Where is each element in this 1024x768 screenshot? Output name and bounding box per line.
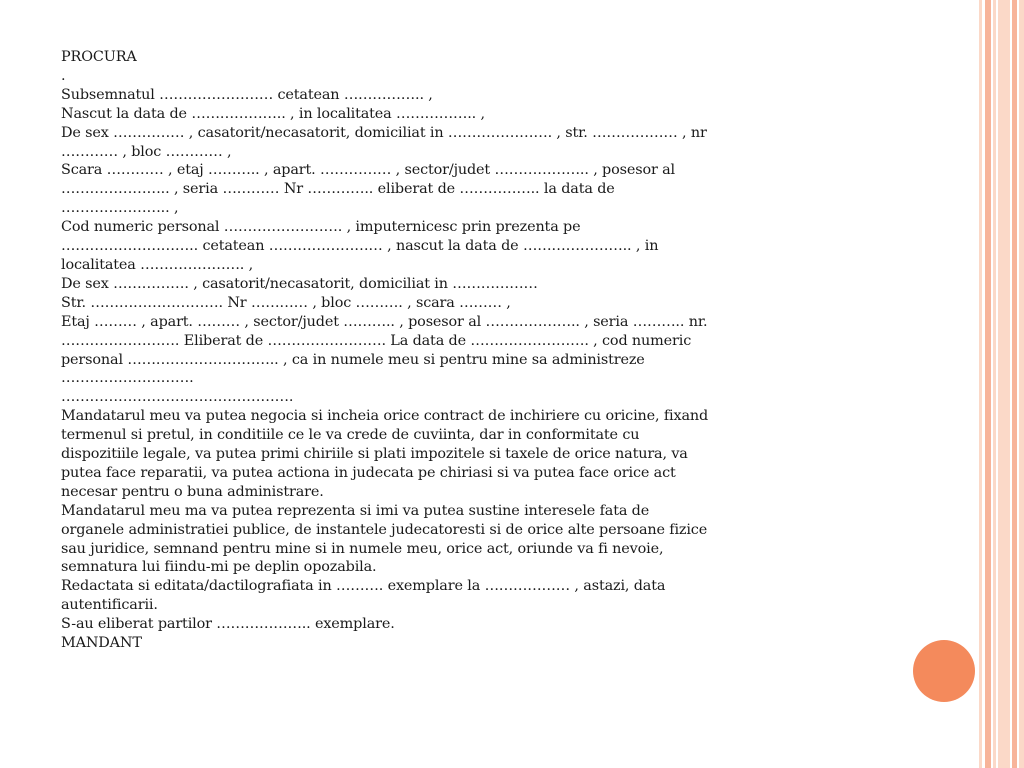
document-line: De sex ……………. , casatorit/necasatorit, domiciliat in ……………… [61, 275, 538, 292]
document-line: Etaj ……… , apart. ……… , sector/judet ……….. , posesor al ……………….. , seria ……….. nr. ……………………. Eliberat de ……………………. La data de ……………………. , cod numeric personal ………………………….. , ca in numele meu si pentru mine sa administreze ………………………. [61, 313, 708, 387]
accent-circle [913, 640, 975, 702]
document-title: PROCURA [61, 49, 137, 65]
document-line: De sex …………… , casatorit/necasatorit, domiciliat in …………………. , str. ……………… , nr ………… , bloc ………… , [61, 124, 707, 160]
document-body [61, 48, 709, 653]
document-line: . [61, 67, 66, 84]
document-signature-label: MANDANT [61, 635, 142, 652]
document-line: Subsemnatul …………………… cetatean …………….. , [61, 86, 433, 103]
document-paragraph: Mandatarul meu va putea negocia si incheia orice contract de inchiriere cu oricine, fixand termenul si pretul, in conditiile ce le va crede de cuviinta, dar in conformitate cu dispozitiile legale, va putea primi chiriile si plati impozitele si taxele de orice natura, va putea face reparatii, va putea actiona in judecata pe chiriasi si va putea face orice act necesar pentru o buna administrare. [61, 408, 709, 500]
document-line: Scara ………… , etaj ……….. , apart. …………… , sector/judet ……………….. , posesor al ………………….. , seria ………… Nr ………….. eliberat de …………….. la data de ………………….. , [61, 162, 676, 217]
document-paragraph: Mandatarul meu ma va putea reprezenta si imi va putea sustine interesele fata de organele administratiei publice, de instantele judecatoresti si de orice alte persoane fizice sau juridice, semnand pentru mine si in numele meu, orice act, oriunde va fi nevoie, semnatura lui fiindu-mi pe deplin opozabila. [61, 502, 708, 576]
decor-stripe-5 [1012, 0, 1017, 768]
document-line: Cod numeric personal ……………………. , imputernicesc prin prezenta pe ……………………….. cetatean …………………… , nascut la data de ………………….. , in localitatea …………………. , [61, 219, 659, 273]
document-line: Nascut la data de ……………….. , in localitatea …………….. , [61, 105, 485, 122]
decor-stripe-1 [979, 0, 982, 768]
document-line: Redactata si editata/dactilografiata in ………. exemplare la ……………… , astazi, data autentificarii. [61, 578, 666, 614]
decor-stripe-2 [985, 0, 991, 768]
document-line: Str. ………………………. Nr ………… , bloc ………. , scara ……… , [61, 294, 511, 311]
decor-stripe-6 [1019, 0, 1024, 768]
document-line: …………………………………………. [61, 389, 294, 406]
document-line: S-au eliberat partilor ……………….. exemplare. [61, 616, 395, 633]
decor-stripe-3 [993, 0, 996, 768]
decor-stripe-4 [998, 0, 1010, 768]
